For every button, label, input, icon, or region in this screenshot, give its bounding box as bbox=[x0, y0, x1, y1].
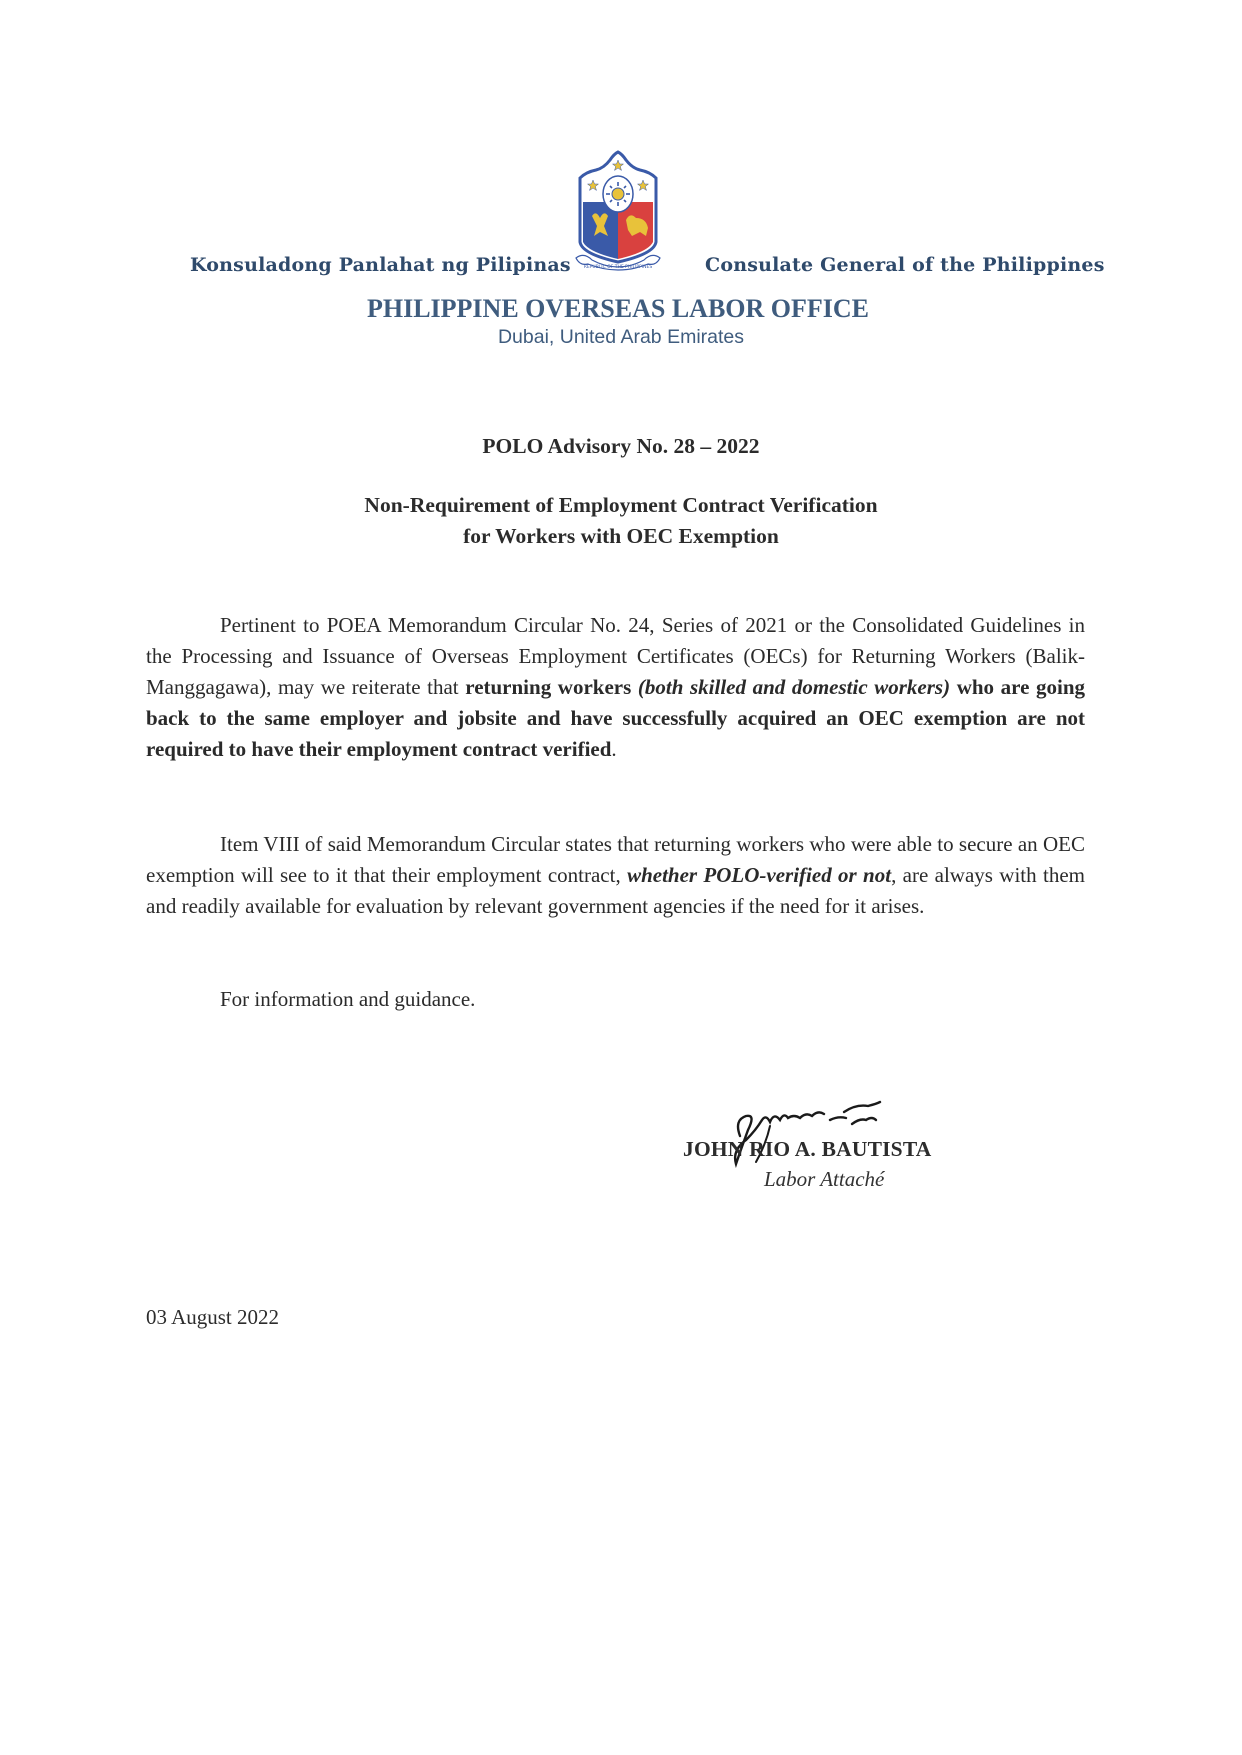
p2-intro: Item VIII of said Memorandum Circular states that returning workers who were able to secure an OEC exemption will see to it that their employment contract, bbox=[146, 832, 1085, 887]
letterhead-filipino-name: Konsuladong Panlahat ng Pilipinas bbox=[190, 254, 571, 276]
p2-rest: , are always with them and readily available for evaluation by relevant government agencies if the need for it arises. bbox=[146, 863, 1085, 918]
letterhead-english-name: Consulate General of the Philippines bbox=[705, 254, 1105, 276]
seal-sun-icon bbox=[612, 188, 624, 200]
office-location: Dubai, United Arab Emirates bbox=[497, 326, 745, 348]
body-paragraph-1 bbox=[146, 610, 1085, 765]
office-name-text: PHILIPPINE OVERSEAS LABOR OFFICE bbox=[366, 294, 870, 323]
p1-bold-returning-workers: returning workers bbox=[465, 675, 638, 699]
document-date: 03 August 2022 bbox=[146, 1305, 280, 1329]
body-paragraph-3 bbox=[146, 984, 1085, 1015]
p1-bold-statement: who are going back to the same employer and jobsite and have successfully acquired an OEC exemption are not required to have their employment contract verified bbox=[146, 675, 1085, 761]
body-paragraph-2 bbox=[146, 829, 1085, 922]
advisory-title-line-2: for Workers with OEC Exemption bbox=[463, 524, 779, 548]
advisory-title-line-1: Non-Requirement of Employment Contract Verification bbox=[364, 493, 878, 517]
signatory-name: JOHN RIO A. BAUTISTA bbox=[683, 1137, 932, 1161]
closing-line: For information and guidance. bbox=[220, 987, 476, 1011]
p1-bold-italic-parenthetical: (both skilled and domestic workers) bbox=[637, 675, 951, 699]
seal-ribbon-text: REPUBLIC OF THE PHILIPPINES bbox=[583, 265, 653, 270]
p1-intro: Pertinent to POEA Memorandum Circular No. 24, Series of 2021 or the Consolidated Guidelines in the Processing and Issuance of Overseas Employment Certificates (OECs) for Returning Workers (Balik-Manggagawa), may we reiterate that bbox=[146, 613, 1085, 699]
advisory-number: POLO Advisory No. 28 – 2022 bbox=[482, 434, 760, 458]
signatory-title: Labor Attaché bbox=[764, 1167, 885, 1191]
office-name bbox=[0, 294, 1242, 324]
p2-bold-italic-phrase: whether POLO-verified or not bbox=[627, 863, 892, 887]
p1-period: . bbox=[611, 737, 617, 761]
philippine-coat-of-arms-seal bbox=[566, 150, 670, 274]
